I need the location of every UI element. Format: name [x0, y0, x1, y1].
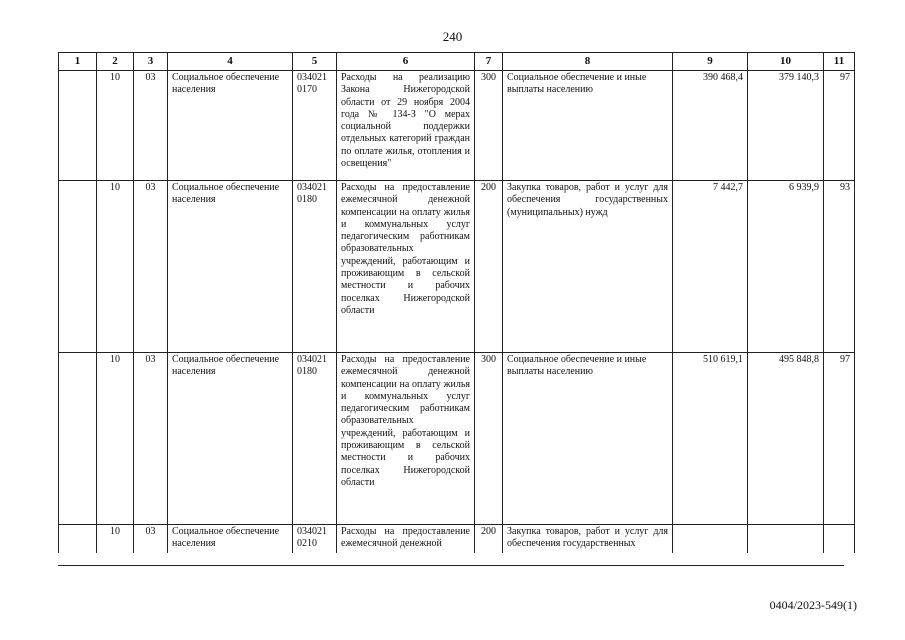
header-row: [59, 53, 855, 71]
cell-expense-type-code: 200: [475, 525, 503, 553]
header-cell: 9: [673, 53, 748, 71]
cell-target-code: 034021 0170: [293, 71, 337, 181]
cell-subsection-name: Социальное обеспечение населения: [168, 71, 293, 181]
header-cell: 11: [824, 53, 855, 71]
header-cell: 2: [97, 53, 134, 71]
cell-actual-amount: 379 140,3: [748, 71, 824, 181]
table-row: [59, 71, 855, 181]
cell-percent: 93: [824, 181, 855, 353]
header-cell: 7: [475, 53, 503, 71]
cell-target-code: 034021 0180: [293, 181, 337, 353]
table-row: [59, 353, 855, 525]
cell-planned-amount: [673, 525, 748, 553]
cell-expense-type-code: 300: [475, 353, 503, 525]
budget-table: [58, 52, 855, 553]
cell-section: 10: [97, 353, 134, 525]
cell-subsection-name: Социальное обеспечение населения: [168, 181, 293, 353]
cell-subsection-name: Социальное обеспечение населения: [168, 353, 293, 525]
cell-actual-amount: 495 848,8: [748, 353, 824, 525]
cell-expense-type-name: Социальное обеспечение и иные выплаты населению: [503, 71, 673, 181]
cell-expense-name: Расходы на предоставление ежемесячной денежной: [337, 525, 475, 553]
table-row: [59, 181, 855, 353]
cell-planned-amount: 390 468,4: [673, 71, 748, 181]
cell-subsection: 03: [134, 353, 168, 525]
cell-percent: 97: [824, 353, 855, 525]
cell-col1: [59, 71, 97, 181]
table-row: [59, 525, 855, 553]
cell-subsection-name: Социальное обеспечение населения: [168, 525, 293, 553]
cell-expense-type-name: Закупка товаров, работ и услуг для обеспечения государственных (муниципальных) нужд: [503, 181, 673, 353]
cell-percent: 97: [824, 71, 855, 181]
cell-actual-amount: [748, 525, 824, 553]
cell-subsection: 03: [134, 525, 168, 553]
cell-section: 10: [97, 71, 134, 181]
cell-expense-name: Расходы на предоставление ежемесячной денежной компенсации на оплату жилья и коммунальных услуг педагогическим работникам образовательных учреждений, работающим и проживающим в сельской местности и рабочих поселках Нижегородской области: [337, 353, 475, 525]
header-cell: 1: [59, 53, 97, 71]
document-id: 0404/2023-549(1): [769, 598, 857, 612]
header-cell: 10: [748, 53, 824, 71]
cell-col1: [59, 525, 97, 553]
header-cell: 6: [337, 53, 475, 71]
cell-actual-amount: 6 939,9: [748, 181, 824, 353]
cell-expense-type-name: Социальное обеспечение и иные выплаты населению: [503, 353, 673, 525]
header-cell: 3: [134, 53, 168, 71]
header-cell: 8: [503, 53, 673, 71]
cell-expense-type-code: 300: [475, 71, 503, 181]
cell-percent: [824, 525, 855, 553]
table-bottom-border: [58, 565, 844, 567]
cell-col1: [59, 353, 97, 525]
cell-planned-amount: 7 442,7: [673, 181, 748, 353]
cell-expense-type-name: Закупка товаров, работ и услуг для обеспечения государственных: [503, 525, 673, 553]
header-cell: 5: [293, 53, 337, 71]
cell-expense-type-code: 200: [475, 181, 503, 353]
cell-subsection: 03: [134, 181, 168, 353]
cell-target-code: 034021 0210: [293, 525, 337, 553]
cell-section: 10: [97, 525, 134, 553]
header-cell: 4: [168, 53, 293, 71]
cell-target-code: 034021 0180: [293, 353, 337, 525]
cell-subsection: 03: [134, 71, 168, 181]
page-number: 240: [442, 29, 463, 44]
cell-section: 10: [97, 181, 134, 353]
cell-col1: [59, 181, 97, 353]
cell-expense-name: Расходы на реализацию Закона Нижегородской области от 29 ноября 2004 года № 134-З "О мерах социальной поддержки отдельных категорий граждан по оплате жилья, отопления и освещения": [337, 71, 475, 181]
cell-planned-amount: 510 619,1: [673, 353, 748, 525]
cell-expense-name: Расходы на предоставление ежемесячной денежной компенсации на оплату жилья и коммунальных услуг педагогическим работникам образовательных учреждений, работающим и проживающим в сельской местности и рабочих поселках Нижегородской области: [337, 181, 475, 353]
